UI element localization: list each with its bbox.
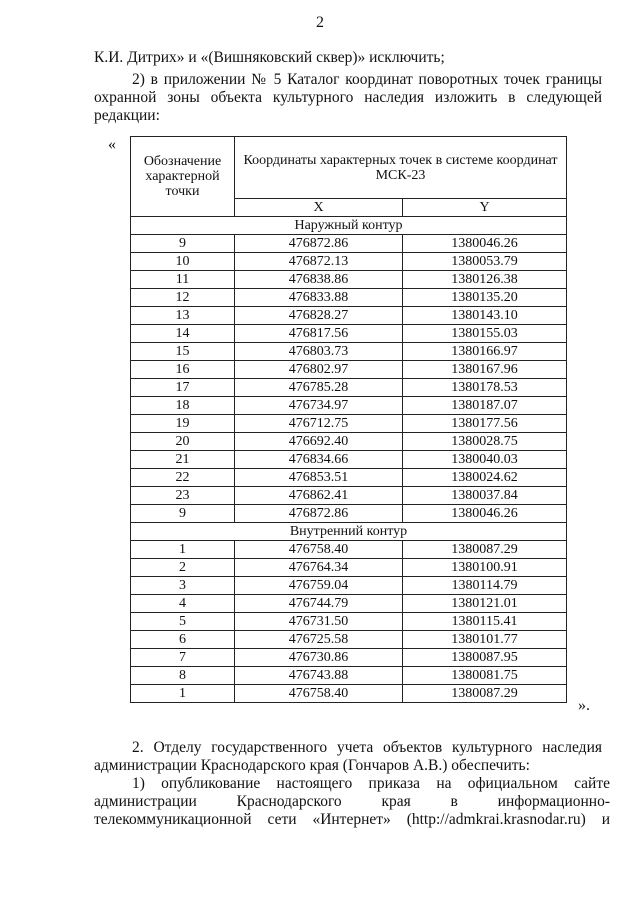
subitem-1-line-3: телекоммуникационной сети «Интернет» (http://admkrai.krasnodar.ru) и	[94, 811, 610, 828]
cell-x: 476730.86	[235, 649, 403, 667]
table-row	[131, 469, 567, 487]
table-row	[131, 541, 567, 559]
cell-y: 1380166.97	[403, 343, 567, 361]
cell-point: 1	[131, 685, 235, 703]
subitem-1-line-2: администрации Краснодарского края в информационно-	[94, 793, 610, 810]
cell-x: 476817.56	[235, 325, 403, 343]
cell-x: 476758.40	[235, 685, 403, 703]
item-2-dept-line-2: администрации Краснодарского края (Гончаров А.В.) обеспечить:	[94, 757, 530, 774]
cell-y: 1380135.20	[403, 289, 567, 307]
table-row	[131, 433, 567, 451]
closing-quote-mark: ».	[578, 697, 590, 714]
item-2-line-1: 2) в приложении № 5 Каталог координат поворотных точек границы	[132, 71, 602, 88]
cell-x: 476834.66	[235, 451, 403, 469]
cell-y: 1380167.96	[403, 361, 567, 379]
cell-y: 1380040.03	[403, 451, 567, 469]
cell-x: 476872.13	[235, 253, 403, 271]
cell-point: 6	[131, 631, 235, 649]
cell-x: 476692.40	[235, 433, 403, 451]
table-row	[131, 559, 567, 577]
cell-x: 476759.04	[235, 577, 403, 595]
page-number: 2	[316, 14, 324, 31]
cell-point: 9	[131, 235, 235, 253]
cell-point: 17	[131, 379, 235, 397]
cell-x: 476838.86	[235, 271, 403, 289]
cell-y: 1380155.03	[403, 325, 567, 343]
cell-y: 1380100.91	[403, 559, 567, 577]
cell-x: 476734.97	[235, 397, 403, 415]
item-2-dept-line-1: 2. Отделу государственного учета объектов культурного наследия	[132, 739, 602, 756]
cell-x: 476872.86	[235, 235, 403, 253]
item-2-line-2: охранной зоны объекта культурного наследия изложить в следующей	[94, 89, 602, 106]
subitem-1-line-1: 1) опубликование настоящего приказа на официальном сайте	[132, 775, 610, 792]
cell-point: 22	[131, 469, 235, 487]
item-2-line-3: редакции:	[94, 107, 160, 124]
table-row	[131, 343, 567, 361]
cell-point: 9	[131, 505, 235, 523]
cell-point: 20	[131, 433, 235, 451]
cell-x: 476802.97	[235, 361, 403, 379]
table-row	[131, 505, 567, 523]
section-title: Наружный контур	[131, 217, 567, 235]
cell-y: 1380101.77	[403, 631, 567, 649]
cell-point: 15	[131, 343, 235, 361]
cell-x: 476862.41	[235, 487, 403, 505]
section-title: Внутренний контур	[131, 523, 567, 541]
cell-y: 1380046.26	[403, 505, 567, 523]
cell-point: 5	[131, 613, 235, 631]
cell-y: 1380115.41	[403, 613, 567, 631]
table-row	[131, 289, 567, 307]
cell-y: 1380024.62	[403, 469, 567, 487]
cell-point: 3	[131, 577, 235, 595]
table-row	[131, 577, 567, 595]
cell-x: 476828.27	[235, 307, 403, 325]
cell-x: 476731.50	[235, 613, 403, 631]
coordinates-table	[130, 136, 567, 703]
table-row	[131, 649, 567, 667]
cell-y: 1380126.38	[403, 271, 567, 289]
table-row	[131, 415, 567, 433]
cell-y: 1380143.10	[403, 307, 567, 325]
header-x: X	[235, 199, 403, 217]
table-row	[131, 397, 567, 415]
cell-y: 1380087.29	[403, 541, 567, 559]
cell-x: 476758.40	[235, 541, 403, 559]
table-row	[131, 271, 567, 289]
cell-y: 1380046.26	[403, 235, 567, 253]
cell-y: 1380053.79	[403, 253, 567, 271]
cell-point: 12	[131, 289, 235, 307]
cell-y: 1380177.56	[403, 415, 567, 433]
cell-point: 2	[131, 559, 235, 577]
cell-point: 1	[131, 541, 235, 559]
table-row	[131, 361, 567, 379]
cell-point: 11	[131, 271, 235, 289]
table-row	[131, 379, 567, 397]
cell-x: 476725.58	[235, 631, 403, 649]
cell-x: 476872.86	[235, 505, 403, 523]
cell-y: 1380037.84	[403, 487, 567, 505]
intro-line-1: К.И. Дитрих» и «(Вишняковский сквер)» исключить;	[94, 49, 445, 66]
cell-x: 476803.73	[235, 343, 403, 361]
cell-y: 1380087.95	[403, 649, 567, 667]
cell-point: 8	[131, 667, 235, 685]
cell-y: 1380087.29	[403, 685, 567, 703]
cell-x: 476764.34	[235, 559, 403, 577]
cell-x: 476712.75	[235, 415, 403, 433]
table-row	[131, 595, 567, 613]
table-row	[131, 307, 567, 325]
table-row	[131, 613, 567, 631]
cell-x: 476785.28	[235, 379, 403, 397]
cell-y: 1380187.07	[403, 397, 567, 415]
cell-point: 18	[131, 397, 235, 415]
cell-point: 10	[131, 253, 235, 271]
cell-point: 7	[131, 649, 235, 667]
opening-quote-mark: «	[108, 136, 116, 153]
table-row	[131, 451, 567, 469]
cell-y: 1380028.75	[403, 433, 567, 451]
cell-y: 1380121.01	[403, 595, 567, 613]
cell-point: 4	[131, 595, 235, 613]
header-point-designation: Обозначение характерной точки	[131, 137, 235, 217]
cell-point: 14	[131, 325, 235, 343]
section-title-row	[131, 217, 567, 235]
cell-y: 1380081.75	[403, 667, 567, 685]
cell-point: 13	[131, 307, 235, 325]
cell-point: 23	[131, 487, 235, 505]
cell-y: 1380178.53	[403, 379, 567, 397]
cell-x: 476833.88	[235, 289, 403, 307]
cell-x: 476744.79	[235, 595, 403, 613]
table-row	[131, 253, 567, 271]
table-row	[131, 235, 567, 253]
header-y: Y	[403, 199, 567, 217]
table-row	[131, 667, 567, 685]
section-title-row	[131, 523, 567, 541]
cell-x: 476743.88	[235, 667, 403, 685]
cell-point: 19	[131, 415, 235, 433]
cell-point: 21	[131, 451, 235, 469]
table-row	[131, 685, 567, 703]
header-coordinates: Координаты характерных точек в системе координат МСК-23	[235, 137, 567, 199]
cell-y: 1380114.79	[403, 577, 567, 595]
cell-x: 476853.51	[235, 469, 403, 487]
cell-point: 16	[131, 361, 235, 379]
table-row	[131, 487, 567, 505]
table-row	[131, 325, 567, 343]
table-row	[131, 631, 567, 649]
